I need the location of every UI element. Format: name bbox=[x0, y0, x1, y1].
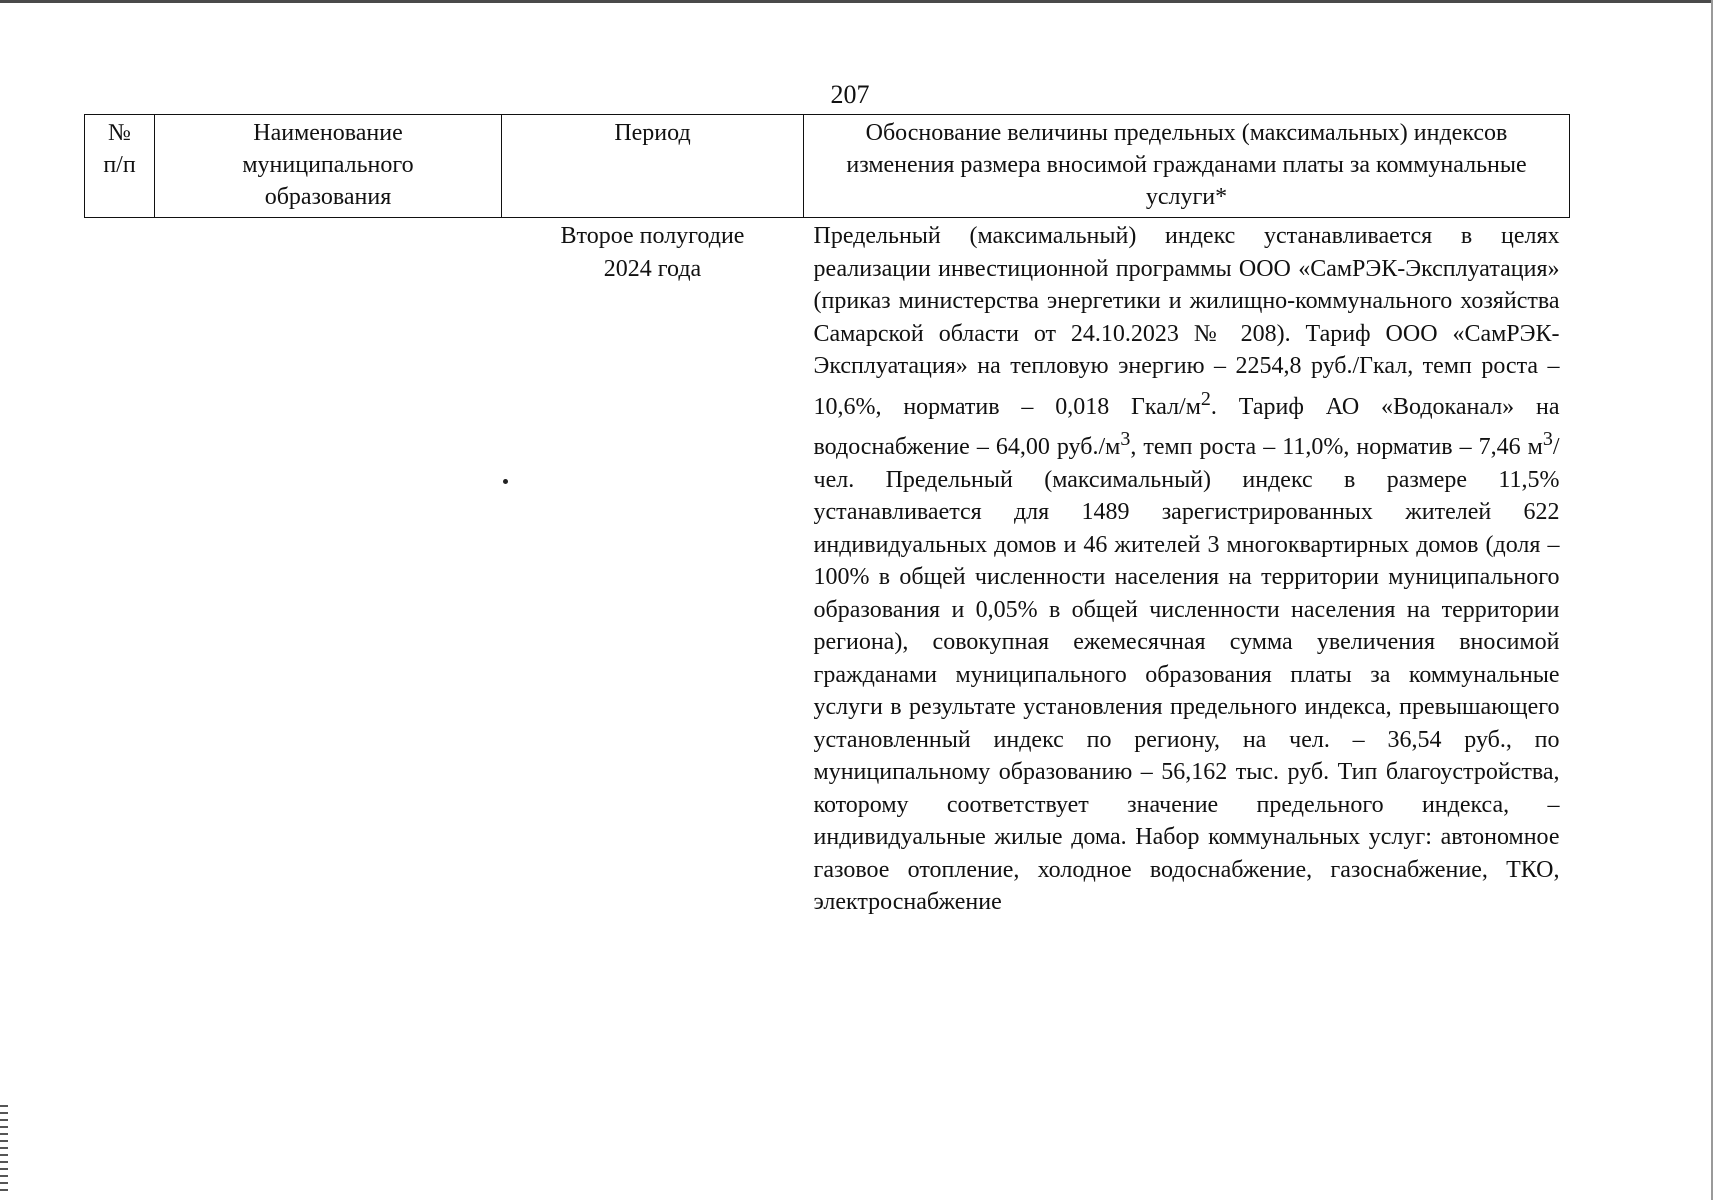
header-period: Период bbox=[502, 115, 804, 218]
cell-number bbox=[85, 218, 155, 919]
scan-speck bbox=[503, 479, 508, 484]
superscript-3: 3 bbox=[1120, 428, 1131, 450]
justification-text-3: , темп роста – 11,0%, норматив – 7,46 м bbox=[1130, 434, 1543, 460]
header-number: № п/п bbox=[85, 115, 155, 218]
scan-edge-top bbox=[0, 0, 1713, 3]
cell-justification bbox=[804, 218, 1570, 919]
justification-text-4: /чел. Предельный (максимальный) индекс в размере 11,5% устанавливается для 1489 зарегистрированных жителей 622 индивидуальных домов и 46 жителей 3 многоквартирных домов (доля – 100% в общей численности населения на территории муниципального образования и 0,05% в общей численности населения на территории региона), совокупная ежемесячная сумма увеличения вносимой гражданами муниципального образования платы за коммунальные услуги в результате установления предельного индекса, превышающего установленный индекс по региону, на чел. – 36,54 руб., по муниципальному образованию – 56,162 тыс. руб. Тип благоустройства, которому соответствует значение предельного индекса, – индивидуальные жилые дома. Набор коммунальных услуг: автономное газовое отопление, холодное водоснабжение, газоснабжение, ТКО, электроснабжение bbox=[813, 434, 1560, 915]
tariff-index-table bbox=[84, 114, 1570, 919]
scan-margin-mark bbox=[0, 1105, 8, 1195]
page-number: 207 bbox=[830, 80, 870, 109]
table-header-row bbox=[85, 115, 1570, 218]
justification-text-2: . Тариф АО «Водоканал» на водоснабжение – 64,00 руб./м bbox=[813, 393, 1560, 460]
superscript-3b: 3 bbox=[1542, 428, 1553, 450]
justification-text-1: Предельный (максимальный) индекс устанавливается в целях реализации инвестиционной программы ООО «СамРЭК-Эксплуатация» (приказ министерства энергетики и жилищно-коммунального хозяйства Самарской области от 24.10.2023 № 208). Тариф ООО «СамРЭК-Эксплуатация» на тепловую энергию – 2254,8 руб./Гкал, темп роста – 10,6%, норматив – 0,018 Гкал/м bbox=[813, 223, 1560, 420]
header-justification: Обоснование величины предельных (максимальных) индексов изменения размера вносимой гражданами платы за коммунальные услуги* bbox=[804, 115, 1570, 218]
table-row bbox=[85, 218, 1570, 919]
header-municipality: Наименование муниципального образования bbox=[155, 115, 502, 218]
cell-period: Второе полугодие 2024 года bbox=[560, 223, 745, 282]
superscript-2: 2 bbox=[1200, 387, 1211, 410]
cell-municipality bbox=[155, 218, 502, 919]
